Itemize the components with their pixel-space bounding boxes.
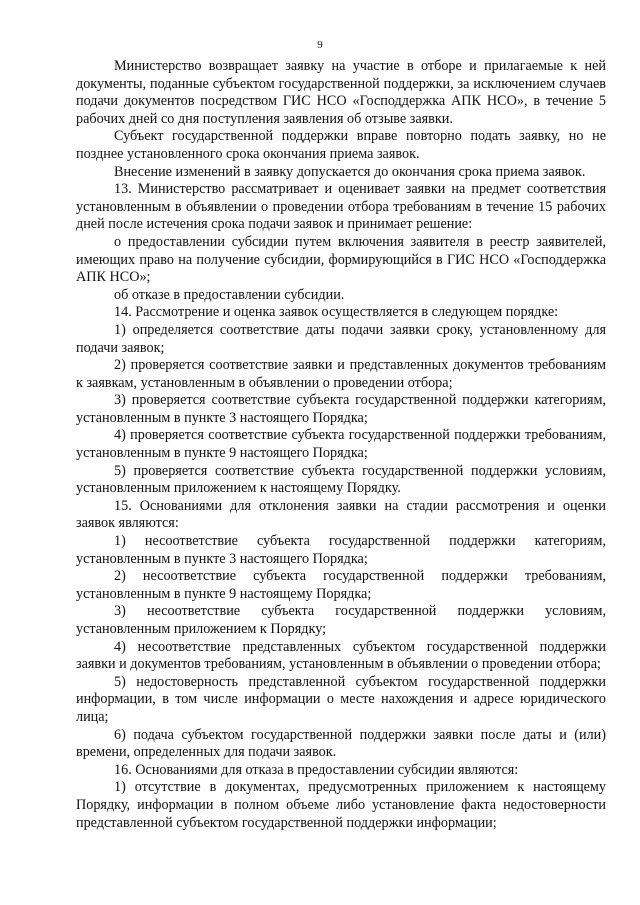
paragraph-14-item-3: 3) проверяется соответствие субъекта государственной поддержки категориям, установленным в пункте 3 настоящего Порядка;: [76, 392, 606, 426]
document-body: [76, 58, 606, 832]
paragraph-15-item-4: 4) несоответствие представленных субъектом государственной поддержки заявки и документов требованиям, установленным в объявлении о проведении отбора;: [76, 638, 606, 673]
paragraph-14-item-1: 1) определяется соответствие даты подачи заявки сроку, установленному для подачи заявок;: [76, 321, 606, 356]
paragraph-15-item-6: 6) подача субъектом государственной поддержки заявки после даты и (или) времени, определенных для подачи заявок.: [76, 726, 606, 761]
paragraph-15-item-1: 1) несоответствие субъекта государственной поддержки категориям, установленным в пункте 3 настоящего Порядка;: [76, 533, 606, 567]
paragraph-15: 15. Основаниями для отклонения заявки на стадии рассмотрения и оценки заявок являются:: [76, 497, 606, 532]
paragraph-15-item-2: 2) несоответствие субъекта государственной поддержки требованиям, установленным в пункте 9 настоящему Порядка;: [76, 568, 606, 602]
paragraph-resubmit: Субъект государственной поддержки вправе повторно подать заявку, но не позднее установленного срока окончания приема заявок.: [76, 128, 606, 162]
paragraph-16-item-1: 1) отсутствие в документах, предусмотренных приложением к настоящему Порядку, информации в полном объеме либо установление факта недостоверности представленной субъектом государственной поддержки информации;: [76, 779, 606, 831]
paragraph-14-item-2: 2) проверяется соответствие заявки и представленных документов требованиям к заявкам, установленным в объявлении о проведении отбора;: [76, 357, 606, 391]
paragraph-return-documents: Министерство возвращает заявку на участие в отборе и прилагаемые к ней документы, поданные субъектом государственной поддержки, за исключением случаев подачи документов посредством ГИС НСО «Господдержка АПК НСО», в течение 5 рабочих дней со дня поступления заявления об отзыве заявки.: [76, 58, 606, 127]
paragraph-14-item-4: 4) проверяется соответствие субъекта государственной поддержки требованиям, установленным в пункте 9 настоящего Порядка;: [76, 427, 606, 462]
paragraph-16: 16. Основаниями для отказа в предоставлении субсидии являются:: [114, 761, 519, 778]
paragraph-13-decision-grant: о предоставлении субсидии путем включения заявителя в реестр заявителей, имеющих право на получение субсидии, формирующийся в ГИС НСО «Господдержка АПК НСО»;: [76, 233, 606, 286]
paragraph-15-item-5: 5) недостоверность представленной субъектом государственной поддержки информации, в том числе информации о месте нахождения и адресе юридического лица;: [76, 673, 606, 725]
paragraph-14-item-5: 5) проверяется соответствие субъекта государственной поддержки условиям, установленным приложением к настоящему Порядку.: [76, 462, 606, 497]
paragraph-14: 14. Рассмотрение и оценка заявок осуществляется в следующем порядке:: [114, 304, 559, 321]
paragraph-15-item-3: 3) несоответствие субъекта государственной поддержки условиям, установленным приложением к Порядку;: [76, 603, 606, 637]
paragraph-13-decision-refuse: об отказе в предоставлении субсидии.: [114, 286, 345, 303]
page-number: 9: [317, 39, 323, 51]
paragraph-13: 13. Министерство рассматривает и оценивает заявки на предмет соответствия установленным в объявлении о проведении отбора требованиям в течение 15 рабочих дней после истечения срока подачи заявок и принимает решение:: [76, 181, 606, 233]
paragraph-changes: Внесение изменений в заявку допускается до окончания срока приема заявок.: [114, 163, 586, 180]
